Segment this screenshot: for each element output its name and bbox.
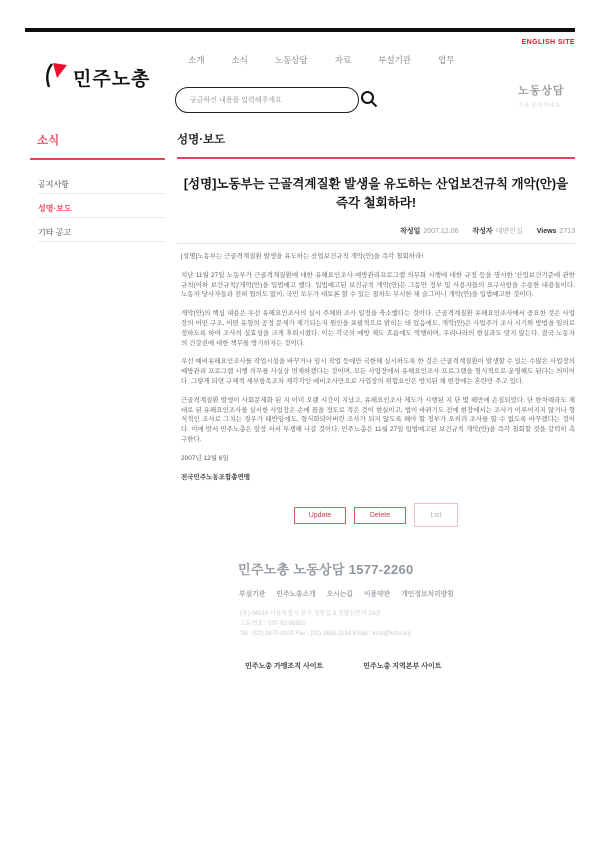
- body-paragraph: 지난 11월 27일 노동부가 근골격계질환에 대한 유해요인조사·예방관리프로그램 의무화 시행에 대한 규정 등을 명시한 '산업보건기준에 관한 규칙(이하 보건규칙)'개악(안)을 입법예고 했다. 입법예고된 보건규칙 개악(안)은 그동안 정부 및 사용자들의 요구사항을 수용한 내용들이다. 노동자 당사자들과 전혀 협의도 없이, 국민 모두가 대토론 할 수 있는 절차도 무시한 채 슬그머니 개악(안)을 입법예고한 것이다.: [181, 271, 575, 299]
- list-button[interactable]: List: [414, 503, 458, 527]
- sidebar-item-notice[interactable]: 공지사항: [38, 180, 69, 189]
- search-bar[interactable]: [175, 87, 359, 113]
- footer-address-line: Tel : (02) 2670-9100 Fax : (02) 2635-1134 Email : kctu@kctu.org: [240, 631, 412, 637]
- footer-address-line: 고유번호 : 107-82-06920: [240, 621, 306, 627]
- sidebar-divider: [38, 241, 165, 242]
- footer-link-terms[interactable]: 이용약관: [363, 591, 391, 598]
- body-paragraph: 우선 예비유해요인조사를 작업시설을 바꾸거나 임시 작업 등에만 국한해 실시하도록 한 것은 근골격계질환이 발생할 수 있는 수많은 사업장의 예방관리 프로그램 시행 의무를 사실상 면제하겠다는 것이며, 모든 사업장에서 유해요인조사 프로그램을 형식적으로 운영해도 된다는 의미이다. 그렇게 되면 구체적 세부항목조차 제각각인 예비조사만으로 사업장의 위험요인은 방치된 채 현장에는 혼란만 주고 있다.: [181, 358, 575, 385]
- body-paragraph: 개악(안)의 핵심 내용은 우선 유해요인조사의 실시 주체와 조사 일정을 축소했다는 것이다. 근골격계질환 유해요인조사에서 중요한 것은 사업장의 어떤 구조, 어떤 유형의 공정 문제가 제기되는지 원인을 포괄적으로 밝히는 데 있음에도, 개악(안)은 사업주가 조사 시기와 방법을 임의로 정하도록 하여 조사의 실효성을 크게 후퇴시켰다. 이는 각국의 예방 제도 흐름에도 역행하며, 우리나라의 현실과도 맞지 않는다. 결국 노동자의 건강권에 대한 책무를 방기하자는 것이다.: [181, 310, 575, 347]
- top-black-bar: [25, 28, 575, 32]
- kctu-logo[interactable]: [44, 62, 150, 93]
- main-nav: [188, 54, 454, 66]
- meta-views-label: Views: [536, 228, 557, 235]
- sidebar-item-etc[interactable]: 기타 공고: [38, 228, 72, 237]
- footer-link-affiliates[interactable]: 부설기관: [239, 591, 266, 598]
- footer-address-line: (우) 04518 서울특별시 중구 정동길 3 경향신문사 14층: [240, 611, 381, 617]
- nav-item-about[interactable]: 소개: [188, 55, 205, 65]
- labor-consult-widget[interactable]: [518, 82, 565, 109]
- regional-sites-link[interactable]: 민주노총 지역본부 사이트: [363, 663, 442, 670]
- flag-icon: [44, 62, 68, 93]
- consult-subtitle: 지금 문의하세요: [518, 103, 561, 109]
- footer-site-links: [245, 661, 442, 671]
- meta-author: 대변인실: [495, 228, 523, 235]
- statement-date: 2007년 12월 6일: [181, 454, 229, 462]
- sidebar-divider: [38, 193, 165, 194]
- section-accent-line: [177, 157, 575, 159]
- article-body: [181, 252, 575, 491]
- statement-organization: 전국민주노동조합총연맹: [181, 473, 251, 481]
- nav-item-news[interactable]: 소식: [231, 55, 248, 65]
- logo-text: 민주노총: [73, 69, 151, 90]
- footer-link-directions[interactable]: 오시는길: [326, 591, 353, 598]
- sidebar-accent-line: [30, 158, 165, 160]
- update-button[interactable]: Update: [294, 507, 346, 524]
- article-divider: [177, 243, 575, 244]
- nav-item-work[interactable]: 업무: [438, 55, 455, 65]
- search-icon[interactable]: [360, 90, 378, 108]
- meta-views: 2713: [559, 228, 575, 235]
- nav-item-affiliates[interactable]: 부설기관: [378, 55, 412, 65]
- article-title: [성명]노동부는 근골격계질환 발생을 유도하는 산업보건규칙 개악(안)을 즉각 철회하라!: [183, 177, 569, 211]
- nav-item-resources[interactable]: 자료: [334, 55, 352, 65]
- body-paragraph: [성명]노동부는 근골격계질환 발생을 유도하는 산업보건규칙 개악(안)을 즉각 철회하라!: [181, 253, 424, 260]
- article-actions: [177, 503, 575, 527]
- footer-link-privacy[interactable]: 개인정보처리방침: [401, 591, 454, 598]
- footer-address: [240, 609, 411, 639]
- article-meta: [177, 226, 575, 236]
- sidebar-title: 소식: [37, 135, 60, 147]
- meta-author-label: 작성자: [472, 228, 493, 235]
- search-input[interactable]: [188, 96, 342, 105]
- footer-link-about[interactable]: 민주노총소개: [276, 591, 316, 598]
- affiliate-sites-link[interactable]: 민주노총 가맹조직 사이트: [245, 663, 324, 670]
- section-title: 성명·보도: [177, 134, 226, 146]
- sidebar-item-statements[interactable]: 성명·보도: [38, 204, 72, 213]
- nav-item-counsel[interactable]: 노동상담: [274, 55, 308, 65]
- consult-title: 노동상담: [518, 85, 565, 97]
- delete-button[interactable]: Delete: [354, 507, 406, 524]
- footer-links: [239, 588, 454, 598]
- body-paragraph: 근골격계질환 발생이 사회문제화 된 지 이미 오랜 시간이 지났고, 유해요인조사 제도가 시행된 지 단 몇 해만에 손질되었다. 단 한차례라도 제대로 된 유해요인조사를 실시한 사업장은 손에 꼽을 정도로 적은 것이 현실이고, 법이 바뀌기도 전에 현장에서는 조사가 이루어지지 않거나 형식적인 조사로 그치는 경우가 태반임에도, 형식화되어버린 조사가 되지 않도록 해야 할 정부가 오히려 조사를 할 수 없도록 바꾸겠다는 것이다. 이에 맞서 민주노총은 앞장 서서 투쟁해 나갈 것이다. 민주노총은 11월 27일 입법예고된 보건규칙 개악(안)을 즉각 철회할 것을 강력히 촉구한다.: [181, 396, 575, 443]
- sidebar-divider: [38, 217, 165, 218]
- meta-date: 2007.12.06: [423, 228, 459, 235]
- footer-consult-phone: 민주노총 노동상담 1577-2260: [238, 562, 414, 577]
- english-site-link[interactable]: ENGLISH SITE: [521, 39, 575, 46]
- meta-date-label: 작성일: [400, 228, 421, 235]
